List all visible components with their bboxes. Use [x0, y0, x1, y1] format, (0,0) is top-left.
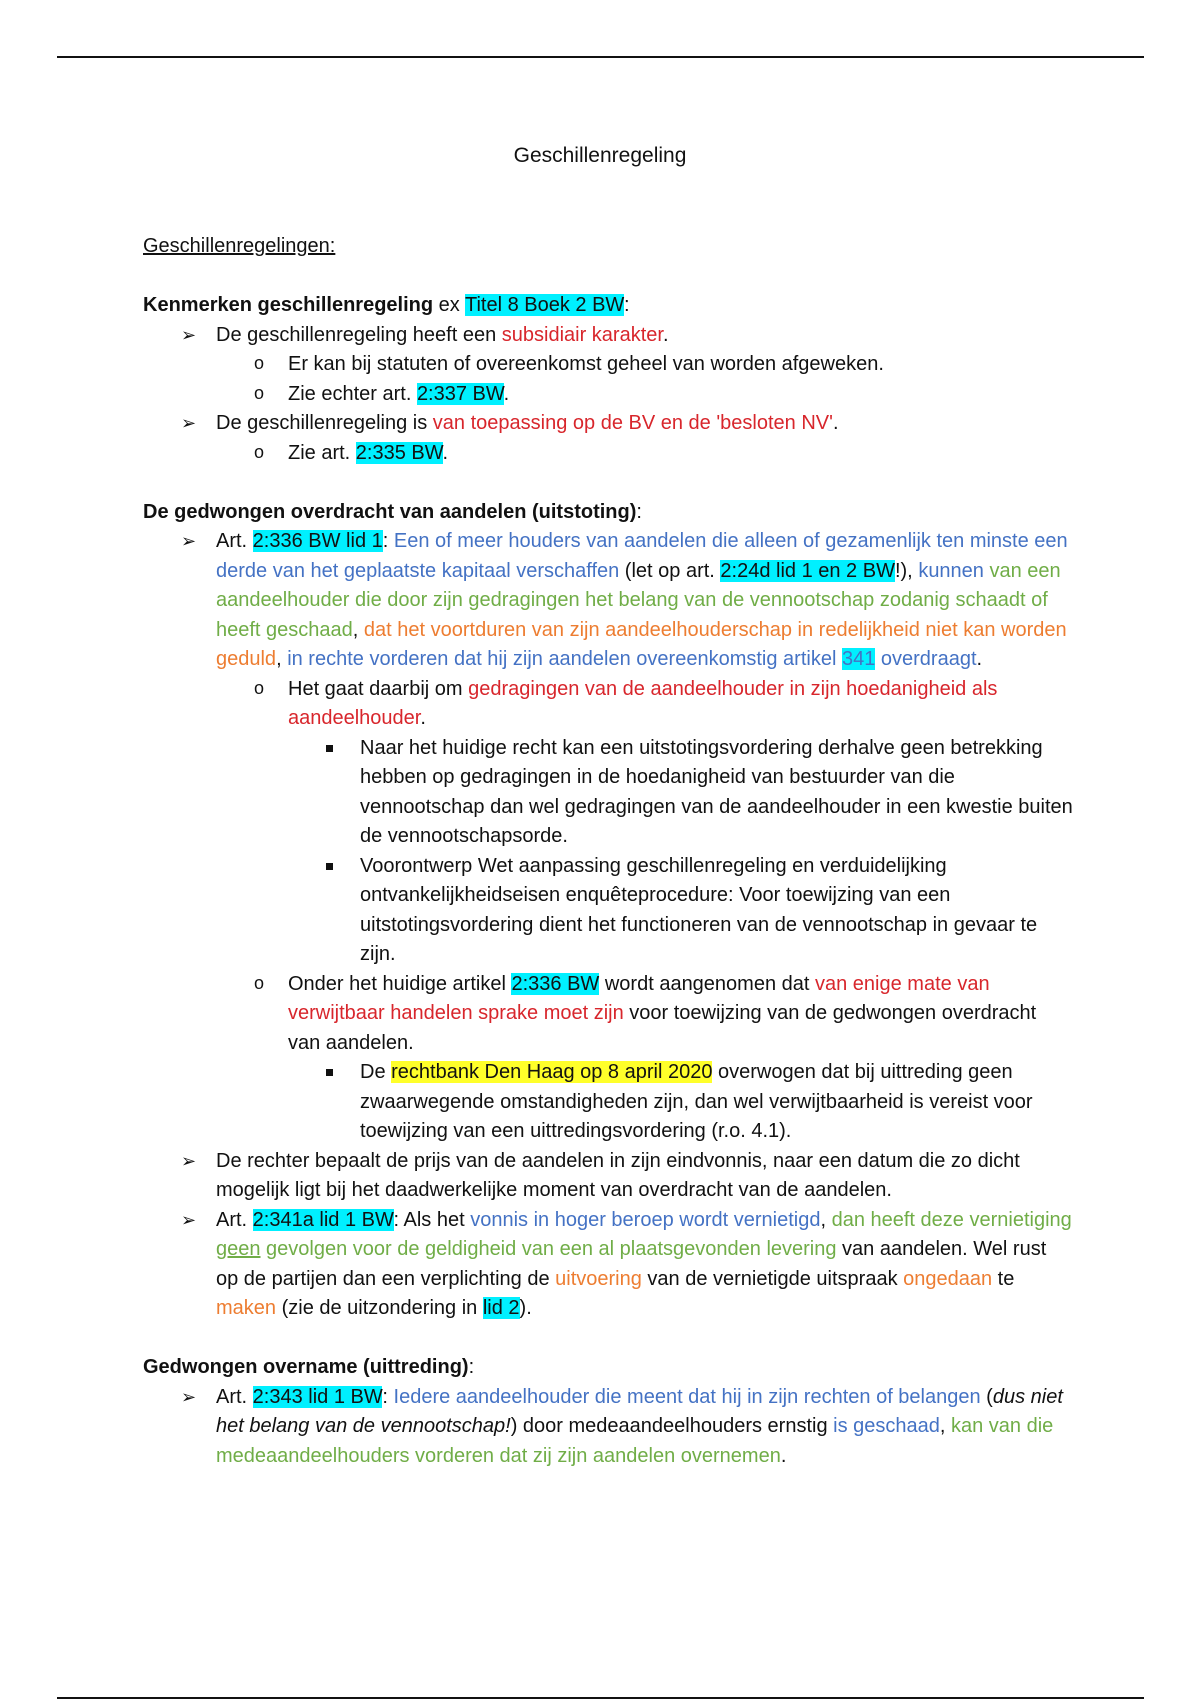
bullet-item: ➢ De geschillenregeling is van toepassing op de BV en de 'besloten NV'. o Zie art. 2:335 BW. [143, 409, 1073, 468]
article-reference: 2:336 BW lid 1 [252, 530, 383, 552]
article-reference: 341 [841, 648, 876, 670]
article-reference: lid 2 [482, 1297, 520, 1319]
article-reference: 2:337 BW [416, 382, 504, 405]
bullet-item: ➢ De rechter bepaalt de prijs van de aandelen in zijn eindvonnis, naar een datum die zo dicht mogelijk ligt bij het daadwerkelijke moment van overdracht van de aandelen. [143, 1147, 1073, 1206]
article-reference: Titel 8 Boek 2 BW [464, 294, 624, 316]
square-bullet-item: De rechtbank Den Haag op 8 april 2020 overwogen dat bij uittreding geen zwaarwegende omstandigheden zijn, dan wel verwijtbaarheid is vereist voor toewijzing van een uittredingsvordering (r.o. 4.1). [288, 1058, 1073, 1147]
case-reference: rechtbank Den Haag op 8 april 2020 [391, 1061, 713, 1083]
document-body [143, 232, 1073, 1471]
sub-bullet-item: o Zie art. 2:335 BW. [216, 439, 1073, 469]
section-heading-uitstoting: De gedwongen overdracht van aandelen (uitstoting): [143, 500, 642, 523]
bullet-item: ➢ De geschillenregeling heeft een subsidiair karakter. o Er kan bij statuten of overeenkomst geheel van worden afgeweken. o Zie echter art. 2:337 BW. [143, 321, 1073, 410]
top-rule [57, 56, 1144, 58]
sub-bullet-item: o Het gaat daarbij om gedragingen van de aandeelhouder in zijn hoedanigheid als aandeelhouder. Naar het huidige recht kan een uitstotingsvordering derhalve geen betrekking hebben op gedragingen in de hoedanigheid van bestuurder van die vennootschap dan wel gedragingen van de aandeelhouder in een kwestie buiten de vennootschapsorde. Voorontwerp Wet aanpassing geschillenregeling en verduidelijking ontvankelijkheidseisen enquêteprocedure: Voor toewijzing van een uitstotingsvordering dient het functioneren van de vennootschap in gevaar te zijn. [216, 675, 1073, 970]
article-reference: 2:336 BW [511, 972, 600, 995]
bullet-item: ➢ Art. 2:343 lid 1 BW: Iedere aandeelhouder die meent dat hij in zijn rechten of belangen (dus niet het belang van de vennootschap!) door medeaandeelhouders ernstig is geschaad, kan van die medeaandeelhouders vorderen dat zij zijn aandelen overnemen. [143, 1383, 1073, 1472]
section-heading-kenmerken: Kenmerken geschillenregeling ex Titel 8 Boek 2 BW: [143, 294, 630, 316]
section-heading-uittreding: Gedwongen overname (uittreding): [143, 1356, 475, 1378]
bullet-list [143, 527, 1073, 1324]
square-bullet-item: Voorontwerp Wet aanpassing geschillenregeling en verduidelijking ontvankelijkheidseisen enquêteprocedure: Voor toewijzing van een uitstotingsvordering dient het functioneren van de vennootschap in gevaar te zijn. [288, 852, 1073, 970]
bullet-list [143, 321, 1073, 469]
bullet-item: ➢ Art. 2:341a lid 1 BW: Als het vonnis in hoger beroep wordt vernietigd, dan heeft deze vernietiging geen gevolgen voor de geldigheid van een al plaatsgevonden levering van aandelen. Wel rust op de partijen dan een verplichting de uitvoering van de vernietigde uitspraak ongedaan te maken (zie de uitzondering in lid 2). [143, 1206, 1073, 1324]
bullet-list [143, 1383, 1073, 1472]
square-bullet-item: Naar het huidige recht kan een uitstotingsvordering derhalve geen betrekking hebben op gedragingen in de hoedanigheid van bestuurder van die vennootschap dan wel gedragingen van de aandeelhouder in een kwestie buiten de vennootschapsorde. [288, 734, 1073, 852]
article-reference: 2:343 lid 1 BW [252, 1385, 383, 1408]
article-reference: 2:24d lid 1 en 2 BW [720, 559, 895, 582]
article-reference: 2:335 BW [355, 441, 443, 464]
main-heading: Geschillenregelingen: [143, 235, 336, 257]
bottom-rule [57, 1697, 1144, 1699]
sub-bullet-item: o Zie echter art. 2:337 BW. [216, 380, 1073, 410]
bullet-item: ➢ Art. 2:336 BW lid 1: Een of meer houders van aandelen die alleen of gezamenlijk ten minste een derde van het geplaatste kapitaal verschaffen (let op art. 2:24d lid 1 en 2 BW!), kunnen van een aandeelhouder die door zijn gedragingen het belang van de vennootschap zodanig schaadt of heeft geschaad, dat het voortduren van zijn aandeelhouderschap in redelijkheid niet kan worden geduld, in rechte vorderen dat hij zijn aandelen overeenkomstig artikel 341 overdraagt. o Het gaat daarbij om gedragingen van de aandeelhouder in zijn hoedanigheid als aandeelhouder. Naar het huidige recht kan een uitstotingsvordering derhalve geen betrekking hebben op gedragingen in de hoedanigheid van bestuurder van die vennootschap dan wel gedragingen van de aandeelhouder in een kwestie buiten de vennootschapsorde. Voorontwerp Wet aanpassing geschillenregeling en verduidelijking ontvankelijkheidseisen enquêteprocedure: Voor toewijzing van een uitstotingsvordering dient het functioneren van de vennootschap in gevaar te zijn. o Onder het huidige artikel 2:336 BW wordt aangenomen dat van enige mate van verwijtbaar handelen sprake moet zijn voor toewijzing van de gedwongen overdracht van aandelen. De rechtbank Den Haag op 8 april 2020 overwogen dat bij uittreding geen zwaarwegende omstandigheden zijn, dan wel verwijtbaarheid is vereist voor toewijzing van een uittredingsvordering (r.o. 4.1). [143, 527, 1073, 1147]
sub-bullet-item: o Er kan bij statuten of overeenkomst geheel van worden afgeweken. [216, 350, 1073, 380]
article-reference: 2:341a lid 1 BW [252, 1208, 394, 1231]
sub-bullet-item: o Onder het huidige artikel 2:336 BW wordt aangenomen dat van enige mate van verwijtbaar handelen sprake moet zijn voor toewijzing van de gedwongen overdracht van aandelen. De rechtbank Den Haag op 8 april 2020 overwogen dat bij uittreding geen zwaarwegende omstandigheden zijn, dan wel verwijtbaarheid is vereist voor toewijzing van een uittredingsvordering (r.o. 4.1). [216, 970, 1073, 1147]
page-title: Geschillenregeling [513, 144, 687, 167]
